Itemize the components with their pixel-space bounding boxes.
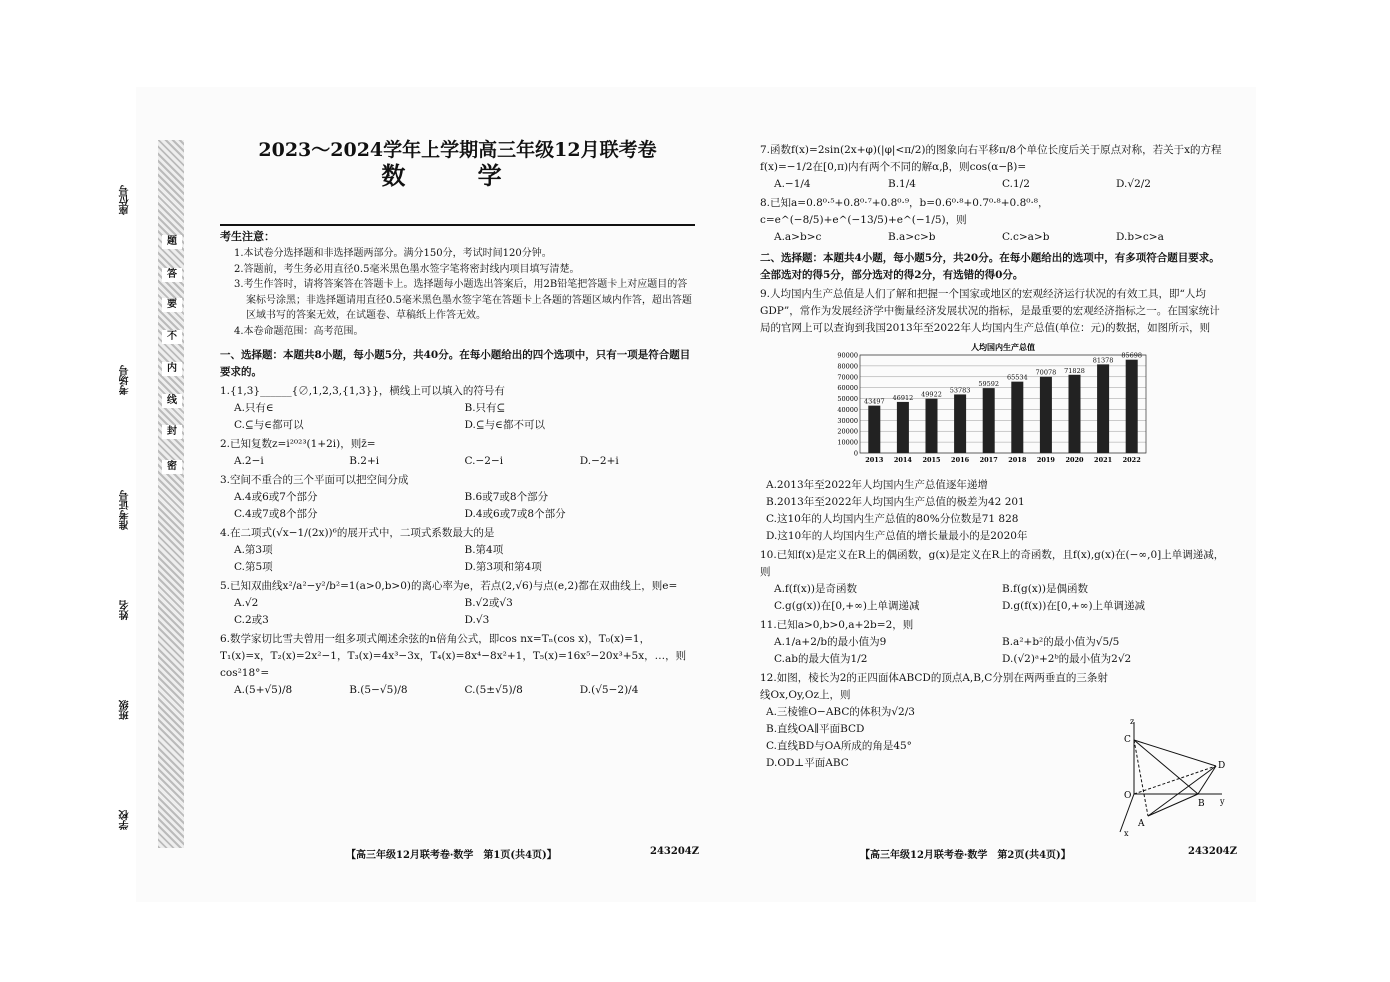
option-row (760, 581, 1230, 615)
bar (954, 394, 966, 453)
q9-option: C.这10年的人均国内生产总值的80%分位数是71 828 (766, 513, 1019, 525)
seal-char: 封 (162, 425, 182, 439)
option-row (220, 682, 695, 699)
y-tick-label: 50000 (837, 395, 858, 404)
answer-option: C.第5项 (234, 561, 273, 573)
seal-char: 题 (162, 235, 182, 249)
fig-label-y: y (1220, 797, 1225, 806)
answer-option: B.只有⊆ (464, 402, 506, 414)
q9-option: A.2013年至2022年人均国内生产总值逐年递增 (766, 479, 988, 491)
answer-option: D.√3 (464, 614, 490, 626)
x-tick-label: 2015 (922, 456, 941, 464)
question-stem: 4.在二项式(√x−1/(2x))⁶的展开式中，二项式系数最大的是 (220, 527, 495, 539)
question-stem: 8.已知a=0.8⁰·⁵+0.8⁰·⁷+0.8⁰·⁹，b=0.6⁰·⁸+0.7⁰·⁸+0.8⁰·⁸，c=e^(−8/5)+e^(−13/5)+e^(−1/5)，则 (760, 197, 1049, 226)
answer-option: D.⊆与∈都不可以 (464, 419, 545, 431)
y-tick-label: 60000 (837, 384, 858, 393)
notice-item: 3.考生作答时，请将答案答在答题卡上。选择题每小题选出答案后，用2B铅笔把答题卡上对应题目的答案标号涂黑；非选择题请用直径0.5毫米黑色墨水签字笔在答题卡上各题的答题区域内作答，超出答题区域书写的答案无效，在试题卷、草稿纸上作答无效。 (234, 279, 692, 321)
answer-option: C.2或3 (234, 614, 269, 626)
data-label: 43497 (863, 397, 885, 406)
option-row (220, 542, 695, 576)
y-tick-label: 40000 (837, 405, 858, 414)
answer-option: C.ab的最大值为1/2 (774, 653, 868, 665)
bar (1040, 377, 1052, 453)
y-tick-label: 90000 (837, 351, 858, 360)
answer-option: A.(5+√5)/8 (234, 684, 293, 696)
question-9: 9.人均国内生产总值是人们了解和把握一个国家或地区的宏观经济运行状况的有效工具，即“人均GDP”，常作为发展经济学中衡量经济发展状况的指标，是最重要的宏观经济指标之一。在国家统计局的官网上可以查询到我国2013年至2022年人均国内生产总值(单位：元)的数据，如图所示，则 (760, 288, 1220, 334)
page-2-code: 243204Z (1188, 846, 1238, 857)
exam-room-label: 考场号 (120, 365, 131, 395)
section-1-heading: 一、选择题：本题共8小题，每小题5分，共40分。在每小题给出的四个选项中，只有一项是符合题目要求的。 (220, 349, 691, 378)
bar (983, 388, 995, 453)
answer-option: C.c>a>b (1002, 231, 1050, 243)
q9-option: D.这10年的人均国内生产总值的增长量最小的是2020年 (766, 530, 1028, 542)
answer-option: A.1/a+2/b的最小值为9 (774, 636, 887, 648)
answer-option: D.4或6或7或8个部分 (464, 508, 566, 520)
option-row (220, 595, 695, 629)
name-label: 姓名 (120, 600, 131, 620)
question-stem: 11.已知a>0,b>0,a+2b=2，则 (760, 619, 914, 631)
page-1 (220, 140, 695, 699)
notice-item: 4.本卷命题范围：高考范围。 (234, 325, 364, 337)
option-row (220, 453, 695, 470)
fig-label-B: B (1198, 799, 1205, 809)
option-row (220, 400, 695, 434)
bar (1126, 360, 1138, 453)
data-label: 71828 (1064, 366, 1085, 375)
data-label: 49922 (921, 390, 942, 399)
page-2 (760, 140, 1230, 772)
bar (925, 399, 937, 453)
answer-option: D.(√2)ᵃ+2ᵇ的最小值为2√2 (1002, 653, 1132, 665)
question-stem: 1.{1,3}______{∅,1,2,3,{1,3}}，横线上可以填入的符号有 (220, 385, 505, 397)
answer-option: A.−1/4 (774, 178, 811, 190)
question-stem: 2.已知复数z=i²⁰²³(1+2i)，则z̄= (220, 438, 376, 450)
answer-option: A.第3项 (234, 544, 273, 556)
x-tick-label: 2013 (865, 456, 884, 464)
bar (1097, 364, 1109, 453)
data-label: 46912 (892, 393, 914, 402)
question-12: 12.如图，棱长为2的正四面体ABCD的顶点A,B,C分别在两两垂直的三条射线Ox,Oy,Oz上，则 (760, 672, 1108, 701)
school-label: 学校 (120, 810, 131, 830)
page-1-questions (220, 383, 695, 699)
page-1-footer: 【高三年级12月联考卷·数学 第1页(共4页)】 (346, 850, 557, 861)
y-tick-label: 80000 (837, 362, 858, 371)
exam-title: 2023～2024学年上学期高三年级12月联考卷 (258, 139, 657, 161)
data-label: 85698 (1121, 351, 1143, 360)
answer-option: D.g(f(x))在[0,+∞)上单调递减 (1002, 600, 1146, 612)
bar (1068, 375, 1080, 453)
answer-option: D.第3项和第4项 (464, 561, 542, 573)
answer-option: B.f(g(x))是偶函数 (1002, 583, 1088, 595)
fig-label-A: A (1138, 819, 1145, 829)
seat-number-label: 座位号 (120, 185, 131, 215)
q12-option: A.三棱锥O−ABC的体积为√2/3 (766, 706, 915, 718)
data-label: 81378 (1092, 356, 1114, 365)
option-row (760, 634, 1230, 668)
data-label: 65534 (1006, 373, 1028, 382)
answer-option: C.1/2 (1002, 178, 1030, 190)
option-row (760, 176, 1230, 193)
answer-option: C.−2−i (464, 455, 504, 467)
question-stem: 10.已知f(x)是定义在R上的偶函数，g(x)是定义在R上的奇函数，且f(x),g(x)在(−∞,0]上单调递减，则 (760, 549, 1225, 578)
notice-box (220, 224, 695, 339)
bar (897, 402, 909, 453)
answer-option: B.√2或√3 (464, 597, 513, 609)
answer-option: D.√2/2 (1116, 178, 1151, 190)
section-2-heading: 二、选择题：本题共4小题，每小题5分，共20分。在每小题给出的选项中，有多项符合题目要求。全部选对的得5分，部分选对的得2分，有选错的得0分。 (760, 252, 1220, 281)
tetrahedron-figure (1118, 718, 1228, 838)
q12-option: C.直线BD与OA所成的角是45° (766, 740, 912, 752)
answer-option: D.(√5−2)/4 (579, 684, 639, 696)
question-stem: 7.函数f(x)=2sin(2x+φ)(|φ|<π/2)的图象向右平移π/8个单位长度后关于原点对称，若关于x的方程f(x)=−1/2在[0,π)内有两个不同的解α,β，则cos(α−β)= (760, 144, 1222, 173)
q9-option: B.2013年至2022年人均国内生产总值的极差为42 201 (766, 496, 1025, 508)
answer-option: A.2−i (234, 455, 264, 467)
bar (868, 406, 880, 453)
option-row (220, 489, 695, 523)
notice-heading: 考生注意： (220, 230, 275, 243)
class-label: 班级 (120, 700, 131, 720)
answer-option: D.b>c>a (1116, 231, 1164, 243)
answer-option: B.2+i (349, 455, 380, 467)
answer-option: B.1/4 (888, 178, 916, 190)
fig-label-z: z (1130, 718, 1135, 726)
q12-option: B.直线OA∥平面BCD (766, 723, 865, 735)
x-tick-label: 2021 (1094, 456, 1113, 464)
data-label: 59592 (978, 380, 1000, 389)
answer-option: A.只有∈ (234, 402, 274, 414)
page-2-footer: 【高三年级12月联考卷·数学 第2页(共4页)】 (860, 850, 1071, 861)
gdp-bar-chart (826, 341, 1156, 469)
answer-option: A.a>b>c (774, 231, 822, 243)
q12-option: D.OD⊥平面ABC (766, 757, 849, 769)
answer-option: D.−2+i (579, 455, 619, 467)
answer-option: C.g(g(x))在[0,+∞)上单调递减 (774, 600, 920, 612)
fig-label-C: C (1124, 735, 1131, 745)
seal-char: 答 (162, 268, 182, 282)
answer-option: C.(5±√5)/8 (464, 684, 523, 696)
x-tick-label: 2016 (951, 456, 970, 464)
y-tick-label: 70000 (837, 373, 858, 382)
notice-item: 1.本试卷分选择题和非选择题两部分。满分150分，考试时间120分钟。 (234, 248, 552, 259)
bar (1011, 382, 1023, 453)
x-tick-label: 2020 (1065, 456, 1084, 464)
answer-option: A.4或6或7个部分 (234, 491, 318, 503)
x-tick-label: 2022 (1122, 456, 1141, 464)
page-2-questions-b (760, 547, 1230, 668)
page-1-code: 243204Z (650, 846, 700, 857)
answer-option: B.6或7或8个部分 (464, 491, 549, 503)
page-2-questions-a (760, 142, 1230, 246)
fig-label-O: O (1124, 791, 1132, 801)
fig-label-D: D (1218, 761, 1226, 771)
answer-option: A.√2 (234, 597, 259, 609)
y-tick-label: 30000 (837, 416, 858, 425)
answer-option: B.a²+b²的最小值为√5/5 (1002, 636, 1120, 648)
x-tick-label: 2017 (979, 456, 998, 464)
data-label: 53783 (949, 386, 971, 395)
binding-margin (118, 140, 158, 848)
seal-char: 密 (162, 460, 182, 474)
y-tick-label: 0 (853, 449, 858, 458)
x-tick-label: 2014 (893, 456, 912, 464)
x-tick-label: 2018 (1008, 456, 1027, 464)
fig-label-x: x (1124, 829, 1129, 838)
question-stem: 3.空间不重合的三个平面可以把空间分成 (220, 474, 409, 486)
seal-char: 要 (162, 298, 182, 312)
answer-option: A.f(f(x))是奇函数 (774, 583, 858, 595)
seal-char: 不 (162, 330, 182, 344)
notice-item: 2.答题前，考生务必用直径0.5毫米黑色墨水签字笔将密封线内项目填写清楚。 (234, 263, 580, 275)
answer-option: B.(5−√5)/8 (349, 684, 408, 696)
seal-char: 内 (162, 362, 182, 376)
answer-option: B.第4项 (464, 544, 504, 556)
answer-option: B.a>c>b (888, 231, 936, 243)
subject-title: 数 学 (381, 161, 534, 190)
y-tick-label: 10000 (837, 438, 858, 447)
answer-option: C.4或7或8个部分 (234, 508, 318, 520)
answer-option: C.⊆与∈都可以 (234, 419, 304, 431)
seal-char: 线 (162, 394, 182, 408)
x-tick-label: 2019 (1036, 456, 1055, 464)
admission-number-label: 准考证号 (120, 490, 131, 530)
question-stem: 6.数学家切比雪夫曾用一组多项式阐述余弦的n倍角公式，即cos nx=Tₙ(cos x)，T₀(x)=1，T₁(x)=x，T₂(x)=2x²−1，T₃(x)=4x³−3x，T₄(x)=8x⁴−8x²+1，T₅(x)=16x⁵−20x³+5x，…，则cos²18°= (220, 633, 687, 679)
chart-title: 人均国内生产总值 (971, 342, 1035, 352)
data-label: 70078 (1035, 368, 1057, 377)
question-stem: 5.已知双曲线x²/a²−y²/b²=1(a>0,b>0)的离心率为e，若点(2,√6)与点(e,2)都在双曲线上，则e= (220, 580, 678, 592)
y-tick-label: 20000 (837, 427, 858, 436)
option-row (760, 229, 1230, 246)
